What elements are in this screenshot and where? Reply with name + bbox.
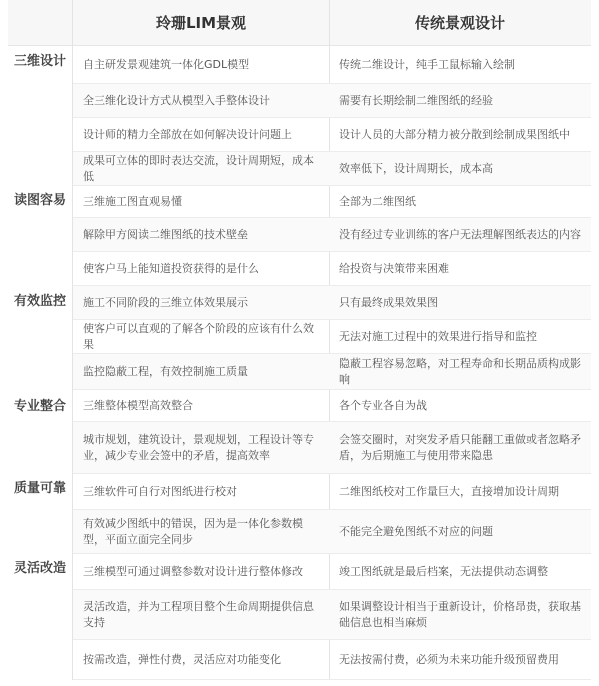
traditional-cell: 设计人员的大部分精力被分散到绘制成果图纸中: [339, 127, 570, 141]
table-row: [73, 354, 591, 390]
lim-cell: 三维软件可自行对图纸进行校对: [83, 484, 237, 498]
table-row: [73, 46, 591, 84]
table-row: [73, 218, 591, 252]
header-lim: 玲珊LIM景观: [155, 14, 247, 32]
category-flexible-renovation: 灵活改造: [14, 561, 67, 576]
lim-cell: 全三维化设计方式从模型入手整体设计: [83, 93, 270, 107]
table-row: [73, 422, 591, 474]
lim-cell: 使客户可以直观的了解各个阶段的应该有什么效果: [83, 321, 314, 351]
traditional-cell: 效率低下，设计周期长，成本高: [339, 161, 493, 175]
traditional-cell: 全部为二维图纸: [339, 194, 416, 208]
traditional-cell: 只有最终成果效果图: [339, 295, 438, 309]
category-easy-reading: 读图容易: [14, 193, 67, 208]
table-row: [73, 320, 591, 354]
table-row: [73, 640, 591, 680]
lim-cell: 按需改造，弹性付费，灵活应对功能变化: [83, 652, 281, 666]
traditional-cell: 隐蔽工程容易忽略，对工程寿命和长期品质构成影响: [339, 356, 581, 386]
table-row: [73, 474, 591, 510]
traditional-cell: 二维图纸校对工作量巨大，直接增加设计周期: [339, 484, 559, 498]
traditional-cell: 没有经过专业训练的客户无法理解图纸表达的内容: [339, 227, 581, 241]
lim-cell: 设计师的精力全部放在如何解决设计问题上: [83, 127, 292, 141]
traditional-cell: 会签交圈时，对突发矛盾只能翻工重做或者忽略矛盾，为后期施工与使用带来隐患: [339, 432, 581, 462]
lim-cell: 灵活改造，并为工程项目整个生命周期提供信息支持: [83, 599, 314, 629]
lim-cell: 城市规划，建筑设计，景观规划，工程设计等专业，减少专业会签中的矛盾，提高效率: [83, 432, 314, 462]
lim-cell: 监控隐蔽工程，有效控制施工质量: [83, 364, 248, 378]
traditional-cell: 无法对施工过程中的效果进行指导和监控: [339, 329, 537, 343]
table-row: [73, 252, 591, 286]
traditional-cell: 不能完全避免图纸不对应的问题: [339, 524, 493, 538]
traditional-cell: 如果调整设计相当于重新设计，价格昂贵，获取基础信息也相当麻烦: [339, 599, 581, 629]
table-row: [73, 286, 591, 320]
category-professional-integration: 专业整合: [14, 399, 67, 414]
category-reliable-quality: 质量可靠: [14, 481, 67, 496]
table-row: [73, 510, 591, 554]
traditional-cell: 传统二维设计，纯手工鼠标输入绘制: [339, 57, 515, 71]
lim-cell: 自主研发景观建筑一体化GDL模型: [83, 57, 250, 71]
table-row: [73, 118, 591, 152]
lim-cell: 使客户马上能知道投资获得的是什么: [83, 261, 259, 275]
lim-cell: 解除甲方阅读二维图纸的技术壁垒: [83, 227, 248, 241]
lim-cell: 成果可立体的即时表达交流，设计周期短，成本低: [83, 153, 314, 183]
header-traditional: 传统景观设计: [414, 14, 505, 32]
category-3d-design: 三维设计: [14, 54, 67, 69]
table-row: [73, 84, 591, 118]
traditional-cell: 竣工图纸就是最后档案，无法提供动态调整: [339, 564, 548, 578]
traditional-cell: 各个专业各自为战: [339, 398, 427, 412]
traditional-cell: 需要有长期绘制二维图纸的经验: [339, 93, 493, 107]
traditional-cell: 给投资与决策带来困难: [339, 261, 449, 275]
table-row: [73, 390, 591, 422]
table-row: [73, 590, 591, 640]
table-row: [73, 152, 591, 186]
table-row: [73, 186, 591, 218]
traditional-cell: 无法按需付费，必须为未来功能升级预留费用: [339, 652, 559, 666]
lim-cell: 三维整体模型高效整合: [83, 398, 193, 412]
table-row: [73, 554, 591, 590]
lim-cell: 有效减少图纸中的错误，因为是一体化参数模型，平面立面完全同步: [83, 516, 303, 546]
table-header: [8, 0, 591, 46]
category-effective-monitoring: 有效监控: [14, 294, 67, 309]
lim-cell: 三维模型可通过调整参数对设计进行整体修改: [83, 564, 303, 578]
lim-cell: 三维施工图直观易懂: [83, 194, 182, 208]
comparison-table: [8, 0, 591, 686]
lim-cell: 施工不同阶段的三维立体效果展示: [83, 295, 248, 309]
